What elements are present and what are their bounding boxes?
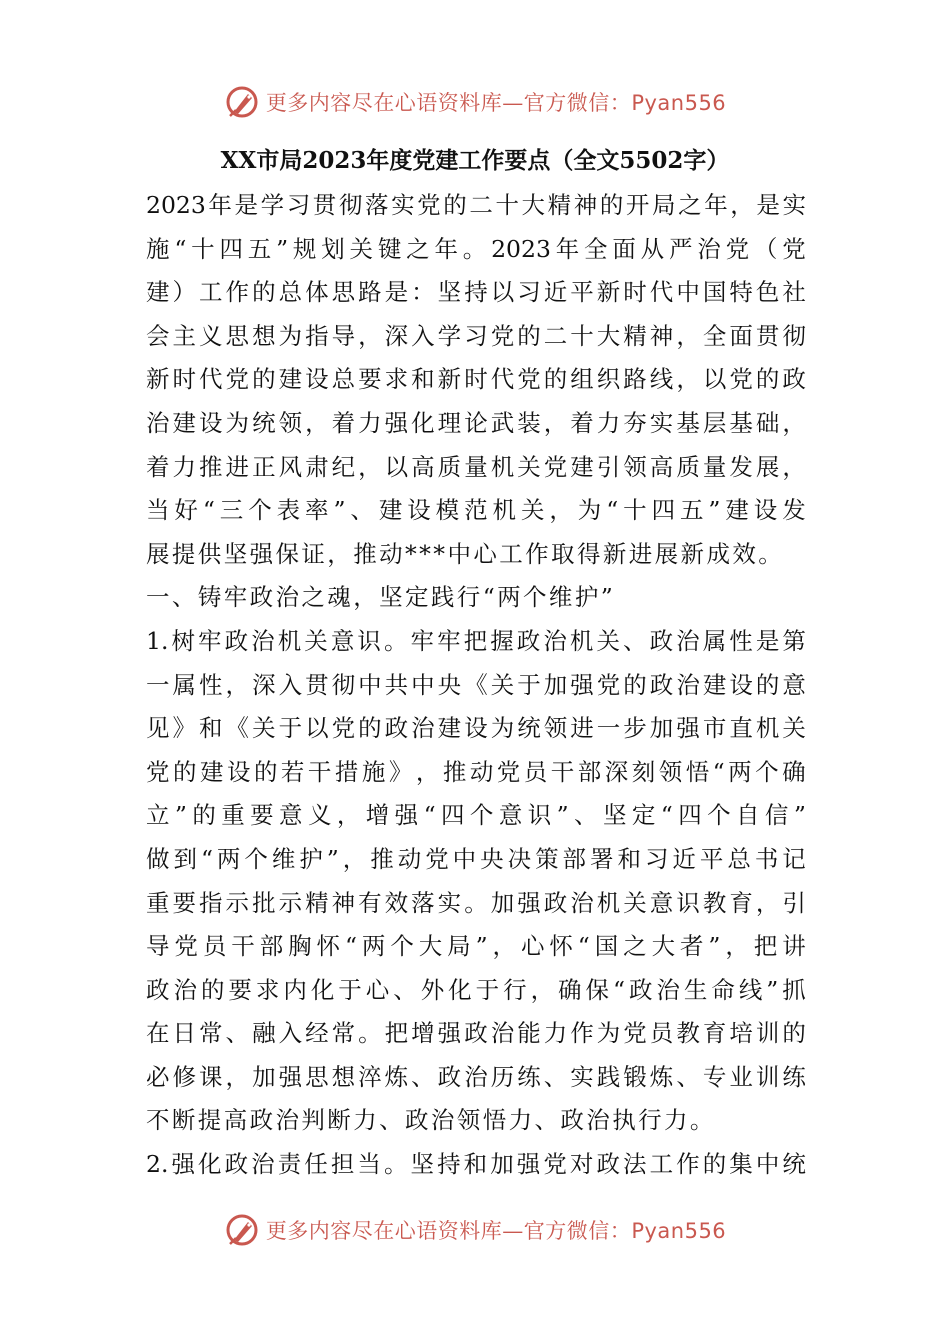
body-line: 施 “ 十 四 五 ” 规 划 关 键 之 年 。 2023 年 全 面 从 严 治 党 （ 党 [146,234,806,263]
body-line: 立 ” 的 重 要 意 义 ， 增 强 “ 四 个 意 识 ” 、 坚 定 “ 四 个 自 信 ” [146,801,806,830]
body-line: 会 主 义 思 想 为 指 导 ， 深 入 学 习 党 的 二 十 大 精 神 ， 全 面 贯 彻 [146,321,806,350]
body-line: 着 力 推 进 正 风 肃 纪 ， 以 高 质 量 机 关 党 建 引 领 高 质 量 发 展 ， [146,452,806,481]
body-line: 做 到 “ 两 个 维 护 ” ， 推 动 党 中 央 决 策 部 署 和 习 近 平 总 书 记 [146,844,806,873]
body-line: 建 ） 工 作 的 总 体 思 路 是 ： 坚 持 以 习 近 平 新 时 代 中 国 特 色 社 [146,278,806,307]
body-line: 新 时 代 党 的 建 设 总 要 求 和 新 时 代 党 的 组 织 路 线 ， 以 党 的 政 [146,365,806,394]
watermark-text: 更多内容尽在心语资料库—官方微信：Pyan556 [265,91,727,115]
body-line: 不断提高政治判断力、政治领悟力、政治执行力。 [146,1106,716,1135]
body-line: 2. 强 化 政 治 责 任 担 当 。 坚 持 和 加 强 党 对 政 法 工 作 的 集 中 统 [146,1150,806,1179]
body-line: 导 党 员 干 部 胸 怀 “ 两 个 大 局 ” ， 心 怀 “ 国 之 大 者 ” ， 把 讲 [146,932,806,961]
body-line: 在 日 常 、 融 入 经 常 。 把 增 强 政 治 能 力 作 为 党 员 教 育 培 训 的 [146,1019,806,1048]
body-line: 2023 年 是 学 习 贯 彻 落 实 党 的 二 十 大 精 神 的 开 局 之 年 ， 是 实 [146,191,806,219]
body-line: 见 》 和 《 关 于 以 党 的 政 治 建 设 为 统 领 进 一 步 加 强 市 直 机 关 [146,714,806,743]
body-line: 必 修 课 ， 加 强 思 想 淬 炼 、 政 治 历 练 、 实 践 锻 炼 、 专 业 训 练 [146,1062,806,1091]
body-line: 一、铸牢政治之魂，坚定践行“两个维护” [146,583,616,612]
body-line: 重 要 指 示 批 示 精 神 有 效 落 实 。 加 强 政 治 机 关 意 识 教 育 ， 引 [146,888,806,917]
body-line: 当 好 “ 三 个 表 率 ” 、 建 设 模 范 机 关 ， 为 “ 十 四 五 ” 建 设 发 [146,496,806,525]
body-line: 党 的 建 设 的 若 干 措 施 》 ， 推 动 党 员 干 部 深 刻 领 悟 “ 两 个 确 [146,757,806,786]
body-line: 一 属 性 ， 深 入 贯 彻 中 共 中 央 《 关 于 加 强 党 的 政 治 建 设 的 意 [146,670,806,699]
watermark-text: 更多内容尽在心语资料库—官方微信：Pyan556 [265,1219,727,1243]
body-line: 治 建 设 为 统 领 ， 着 力 强 化 理 论 武 装 ， 着 力 夯 实 基 层 基 础 ， [146,408,806,437]
pen-nib-circle-icon [224,1212,260,1248]
body-line: 政 治 的 要 求 内 化 于 心 、 外 化 于 行 ， 确 保 “ 政 治 生 命 线 ” 抓 [146,975,806,1004]
watermark-header [0,80,950,124]
watermark-footer [0,1208,950,1252]
body-line: 展提供坚强保证，推动***中心工作取得新进展新成效。 [146,539,785,568]
document-title: XX市局2023年度党建工作要点（全文5502字） [220,147,730,174]
document-body [146,184,806,1187]
body-line: 1. 树 牢 政 治 机 关 意 识 。 牢 牢 把 握 政 治 机 关 、 政 治 属 性 是 第 [146,626,806,655]
pen-nib-circle-icon [224,84,260,120]
